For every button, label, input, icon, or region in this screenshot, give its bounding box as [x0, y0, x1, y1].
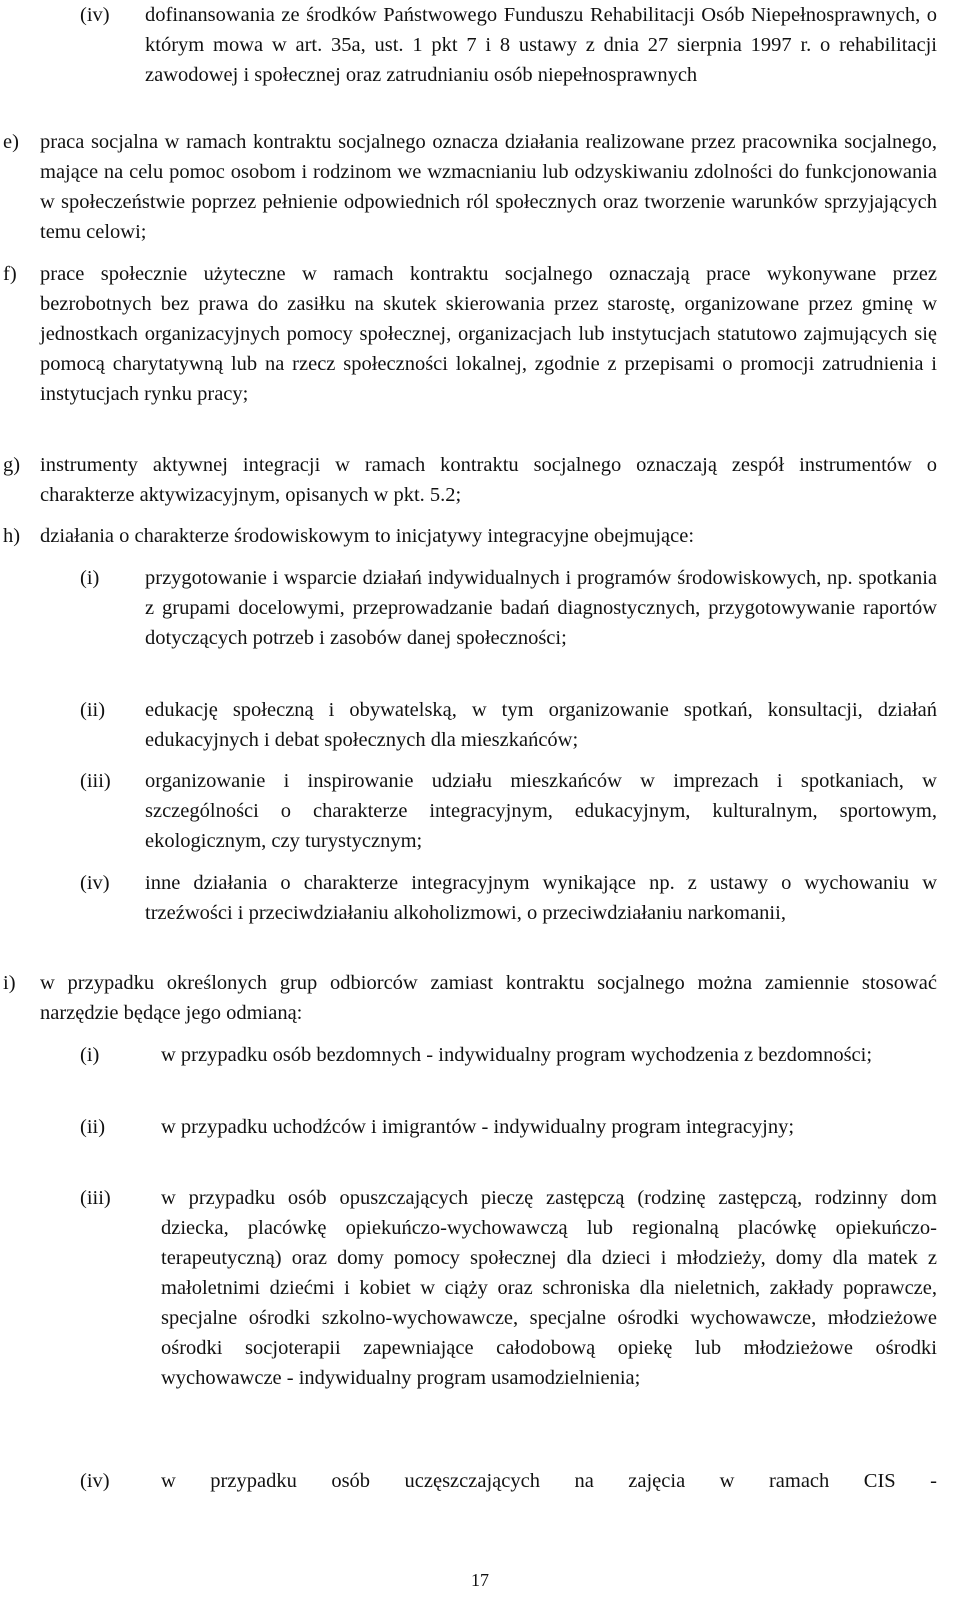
list-item-label: (iv) [80, 1470, 110, 1492]
list-item-text: edukację społeczną i obywatelską, w tym organizowanie spotkań, konsultacji, działań edukacyjnych i debat społecznych dla mieszkańców; [145, 699, 937, 751]
list-item-label: e) [3, 131, 19, 153]
list-item-h-community-actions [3, 521, 937, 551]
list-item-label: (iv) [80, 872, 110, 894]
list-item-h-ii [80, 695, 937, 755]
list-item-f-public-works [3, 259, 937, 409]
list-item-i-iii [80, 1183, 937, 1393]
list-item-label: (i) [80, 1044, 100, 1066]
list-item-label: g) [3, 454, 21, 476]
list-item-text: praca socjalna w ramach kontraktu socjalnego oznacza działania realizowane przez pracownika socjalnego, mające na celu pomoc osobom i rodzinom we wzmacnianiu lub odzyskiwaniu zdolności do funkcjonowania w społeczeństwie poprzez pełnienie odpowiednich ról społecznych oraz tworzenie warunków sprzyjających temu celowi; [40, 131, 937, 243]
list-item-text: w przypadku osób uczęszczających na zajęcia w ramach CIS - [161, 1470, 937, 1492]
list-item-label: i) [3, 972, 16, 994]
list-item-i-i [80, 1040, 937, 1070]
list-item-h-iii [80, 766, 937, 856]
list-item-text: instrumenty aktywnej integracji w ramach kontraktu socjalnego oznaczają zespół instrumentów o charakterze aktywizacyjnym, opisanych w pkt. 5.2; [40, 454, 937, 506]
list-item-text: w przypadku określonych grup odbiorców zamiast kontraktu socjalnego można zamiennie stosować narzędzie będące jego odmianą: [40, 972, 937, 1024]
list-item-text: organizowanie i inspirowanie udziału mieszkańców w imprezach i spotkaniach, w szczególności o charakterze integracyjnym, edukacyjnym, kulturalnym, sportowym, ekologicznym, czy turystycznym; [145, 770, 937, 852]
list-item-text: w przypadku osób opuszczających pieczę zastępczą (rodzinę zastępczą, rodzinny dom dziecka, placówkę opiekuńczo-wychowawczą lub regionalną placówkę opiekuńczo-terapeutyczną) oraz domy pomocy społecznej dla dzieci i młodzieży, domy dla matek z małoletnimi dziećmi i kobiet w ciąży oraz schroniska dla nieletnich, zakłady poprawcze, specjalne ośrodki szkolno-wychowawcze, specjalne ośrodki wychowawcze, młodzieżowe ośrodki socjoterapii zapewniające całodobową opiekę lub młodzieżowe ośrodki wychowawcze - indywidualny program usamodzielnienia; [161, 1187, 937, 1389]
list-item-h-i [80, 563, 937, 653]
list-item-g-integration-instruments [3, 450, 937, 510]
list-item-label: (iii) [80, 1187, 111, 1209]
list-item-h-iv [80, 868, 937, 928]
list-item-sub-iv-funding [80, 0, 937, 90]
list-item-i-ii [80, 1112, 937, 1142]
list-item-i-alternative-tools [3, 968, 937, 1028]
list-item-label: (ii) [80, 1116, 106, 1138]
list-item-text: inne działania o charakterze integracyjnym wynikające np. z ustawy o wychowaniu w trzeźwości i przeciwdziałaniu alkoholizmowi, o przeciwdziałaniu narkomanii, [145, 872, 937, 924]
list-item-text: działania o charakterze środowiskowym to inicjatywy integracyjne obejmujące: [40, 525, 695, 547]
list-item-label: (iii) [80, 770, 111, 792]
list-item-text: w przypadku uchodźców i imigrantów - indywidualny program integracyjny; [161, 1116, 795, 1138]
list-item-text: dofinansowania ze środków Państwowego Funduszu Rehabilitacji Osób Niepełnosprawnych, o którym mowa w art. 35a, ust. 1 pkt 7 i 8 ustawy z dnia 27 sierpnia 1997 r. o rehabilitacji zawodowej i społecznej oraz zatrudnianiu osób niepełnosprawnych [145, 4, 937, 86]
list-item-label: (ii) [80, 699, 106, 721]
list-item-label: (iv) [80, 4, 110, 26]
page-number: 17 [471, 1570, 489, 1590]
list-item-label: h) [3, 525, 21, 547]
list-item-e-social-work [3, 127, 937, 247]
list-item-label: (i) [80, 567, 100, 589]
list-item-i-iv [80, 1466, 937, 1496]
list-item-label: f) [3, 263, 17, 285]
list-item-text: prace społecznie użyteczne w ramach kontraktu socjalnego oznaczają prace wykonywane przez bezrobotnych bez prawa do zasiłku na skutek skierowania przez starostę, organizowane przez gminę w jednostkach organizacyjnych pomocy społecznej, organizacjach lub instytucjach statutowo zajmujących się pomocą charytatywną lub na rzecz społeczności lokalnej, zgodnie z przepisami o promocji zatrudnienia i instytucjach rynku pracy; [40, 263, 937, 405]
list-item-text: przygotowanie i wsparcie działań indywidualnych i programów środowiskowych, np. spotkania z grupami docelowymi, przeprowadzanie badań diagnostycznych, przygotowywanie raportów dotyczących potrzeb i zasobów danej społeczności; [145, 567, 937, 649]
list-item-text: w przypadku osób bezdomnych - indywidualny program wychodzenia z bezdomności; [161, 1044, 873, 1066]
